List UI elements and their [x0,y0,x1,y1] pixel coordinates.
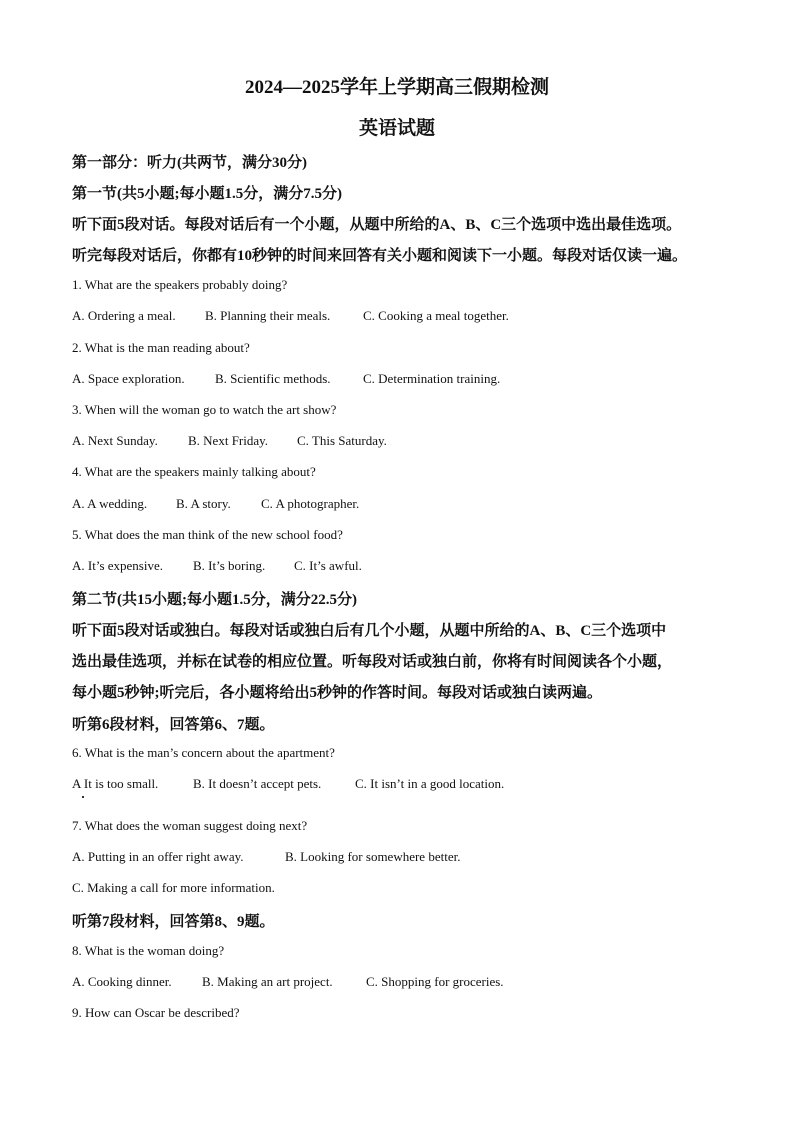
option-c: C. A photographer. [261,496,360,511]
question-5-options [72,558,362,574]
question-5: 5. What does the man think of the new school food? [72,527,343,542]
option-a: A. A wedding. [72,496,148,511]
question-7: 7. What does the woman suggest doing next? [72,818,308,833]
question-2-options [72,371,500,387]
material-6-heading: 听第6段材料，回答第6、7题。 [72,717,275,733]
option-b: B. Planning their meals. [205,308,331,323]
section2-instruction-line: 听下面5段对话或独白。每段对话或独白后有几个小题，从题中所给的A、B、C三个选项中 [72,623,667,639]
option-b: B. Scientific methods. [215,371,331,386]
option-b: B. It doesn’t accept pets. [193,776,322,791]
question-1: 1. What are the speakers probably doing? [72,277,288,292]
stray-dot [82,796,84,798]
section2-heading: 第二节(共15小题;每小题1.5分，满分22.5分) [72,592,357,608]
option-a: A. Next Sunday. [72,433,158,448]
question-7-options-line2 [72,880,275,896]
option-c: C. It’s awful. [294,558,362,573]
question-2: 2. What is the man reading about? [72,340,250,355]
option-c: C. Shopping for groceries. [366,974,504,989]
question-8-options [72,974,504,990]
option-c: C. Making a call for more information. [72,880,275,895]
question-6: 6. What is the man’s concern about the apartment? [72,745,335,760]
option-a: A. Putting in an offer right away. [72,849,244,864]
exam-subtitle: 英语试题 [358,118,435,139]
part1-heading: 第一部分：听力(共两节，满分30分) [72,155,307,171]
option-c: C. This Saturday. [297,433,387,448]
question-4-options [72,496,359,512]
option-a: A. Ordering a meal. [72,308,176,323]
question-8: 8. What is the woman doing? [72,943,225,958]
question-4: 4. What are the speakers mainly talking about? [72,464,316,479]
option-a: A It is too small. [72,776,159,791]
section2-instruction-line: 每小题5秒钟;听完后，各小题将给出5秒钟的作答时间。每段对话或独白读两遍。 [72,685,602,701]
option-a: A. It’s expensive. [72,558,163,573]
question-7-options [72,849,460,865]
option-b: B. Next Friday. [188,433,269,448]
section1-instruction-line: 听完每段对话后，你都有10秒钟的时间来回答有关小题和阅读下一小题。每段对话仅读一遍。 [72,248,688,264]
question-1-options [72,308,509,324]
option-b: B. It’s boring. [193,558,266,573]
section1-heading: 第一节(共5小题;每小题1.5分，满分7.5分) [72,186,342,202]
option-b: B. Looking for somewhere better. [285,849,461,864]
option-b: B. Making an art project. [202,974,333,989]
option-c: C. Cooking a meal together. [363,308,509,323]
question-6-options [72,776,504,792]
section1-instruction-line: 听下面5段对话。每段对话后有一个小题，从题中所给的A、B、C三个选项中选出最佳选项。 [72,217,682,233]
question-9: 9. How can Oscar be described? [72,1005,240,1020]
option-c: C. Determination training. [363,371,501,386]
option-a: A. Space exploration. [72,371,185,386]
option-b: B. A story. [176,496,231,511]
material-7-heading: 听第7段材料，回答第8、9题。 [72,914,275,930]
option-a: A. Cooking dinner. [72,974,172,989]
question-3: 3. When will the woman go to watch the art show? [72,402,337,417]
option-c: C. It isn’t in a good location. [355,776,505,791]
section2-instruction-line: 选出最佳选项，并标在试卷的相应位置。听每段对话或独白前，你将有时间阅读各个小题， [72,654,673,670]
question-3-options [72,433,387,449]
exam-title: 2024—2025学年上学期高三假期检测 [244,77,549,98]
